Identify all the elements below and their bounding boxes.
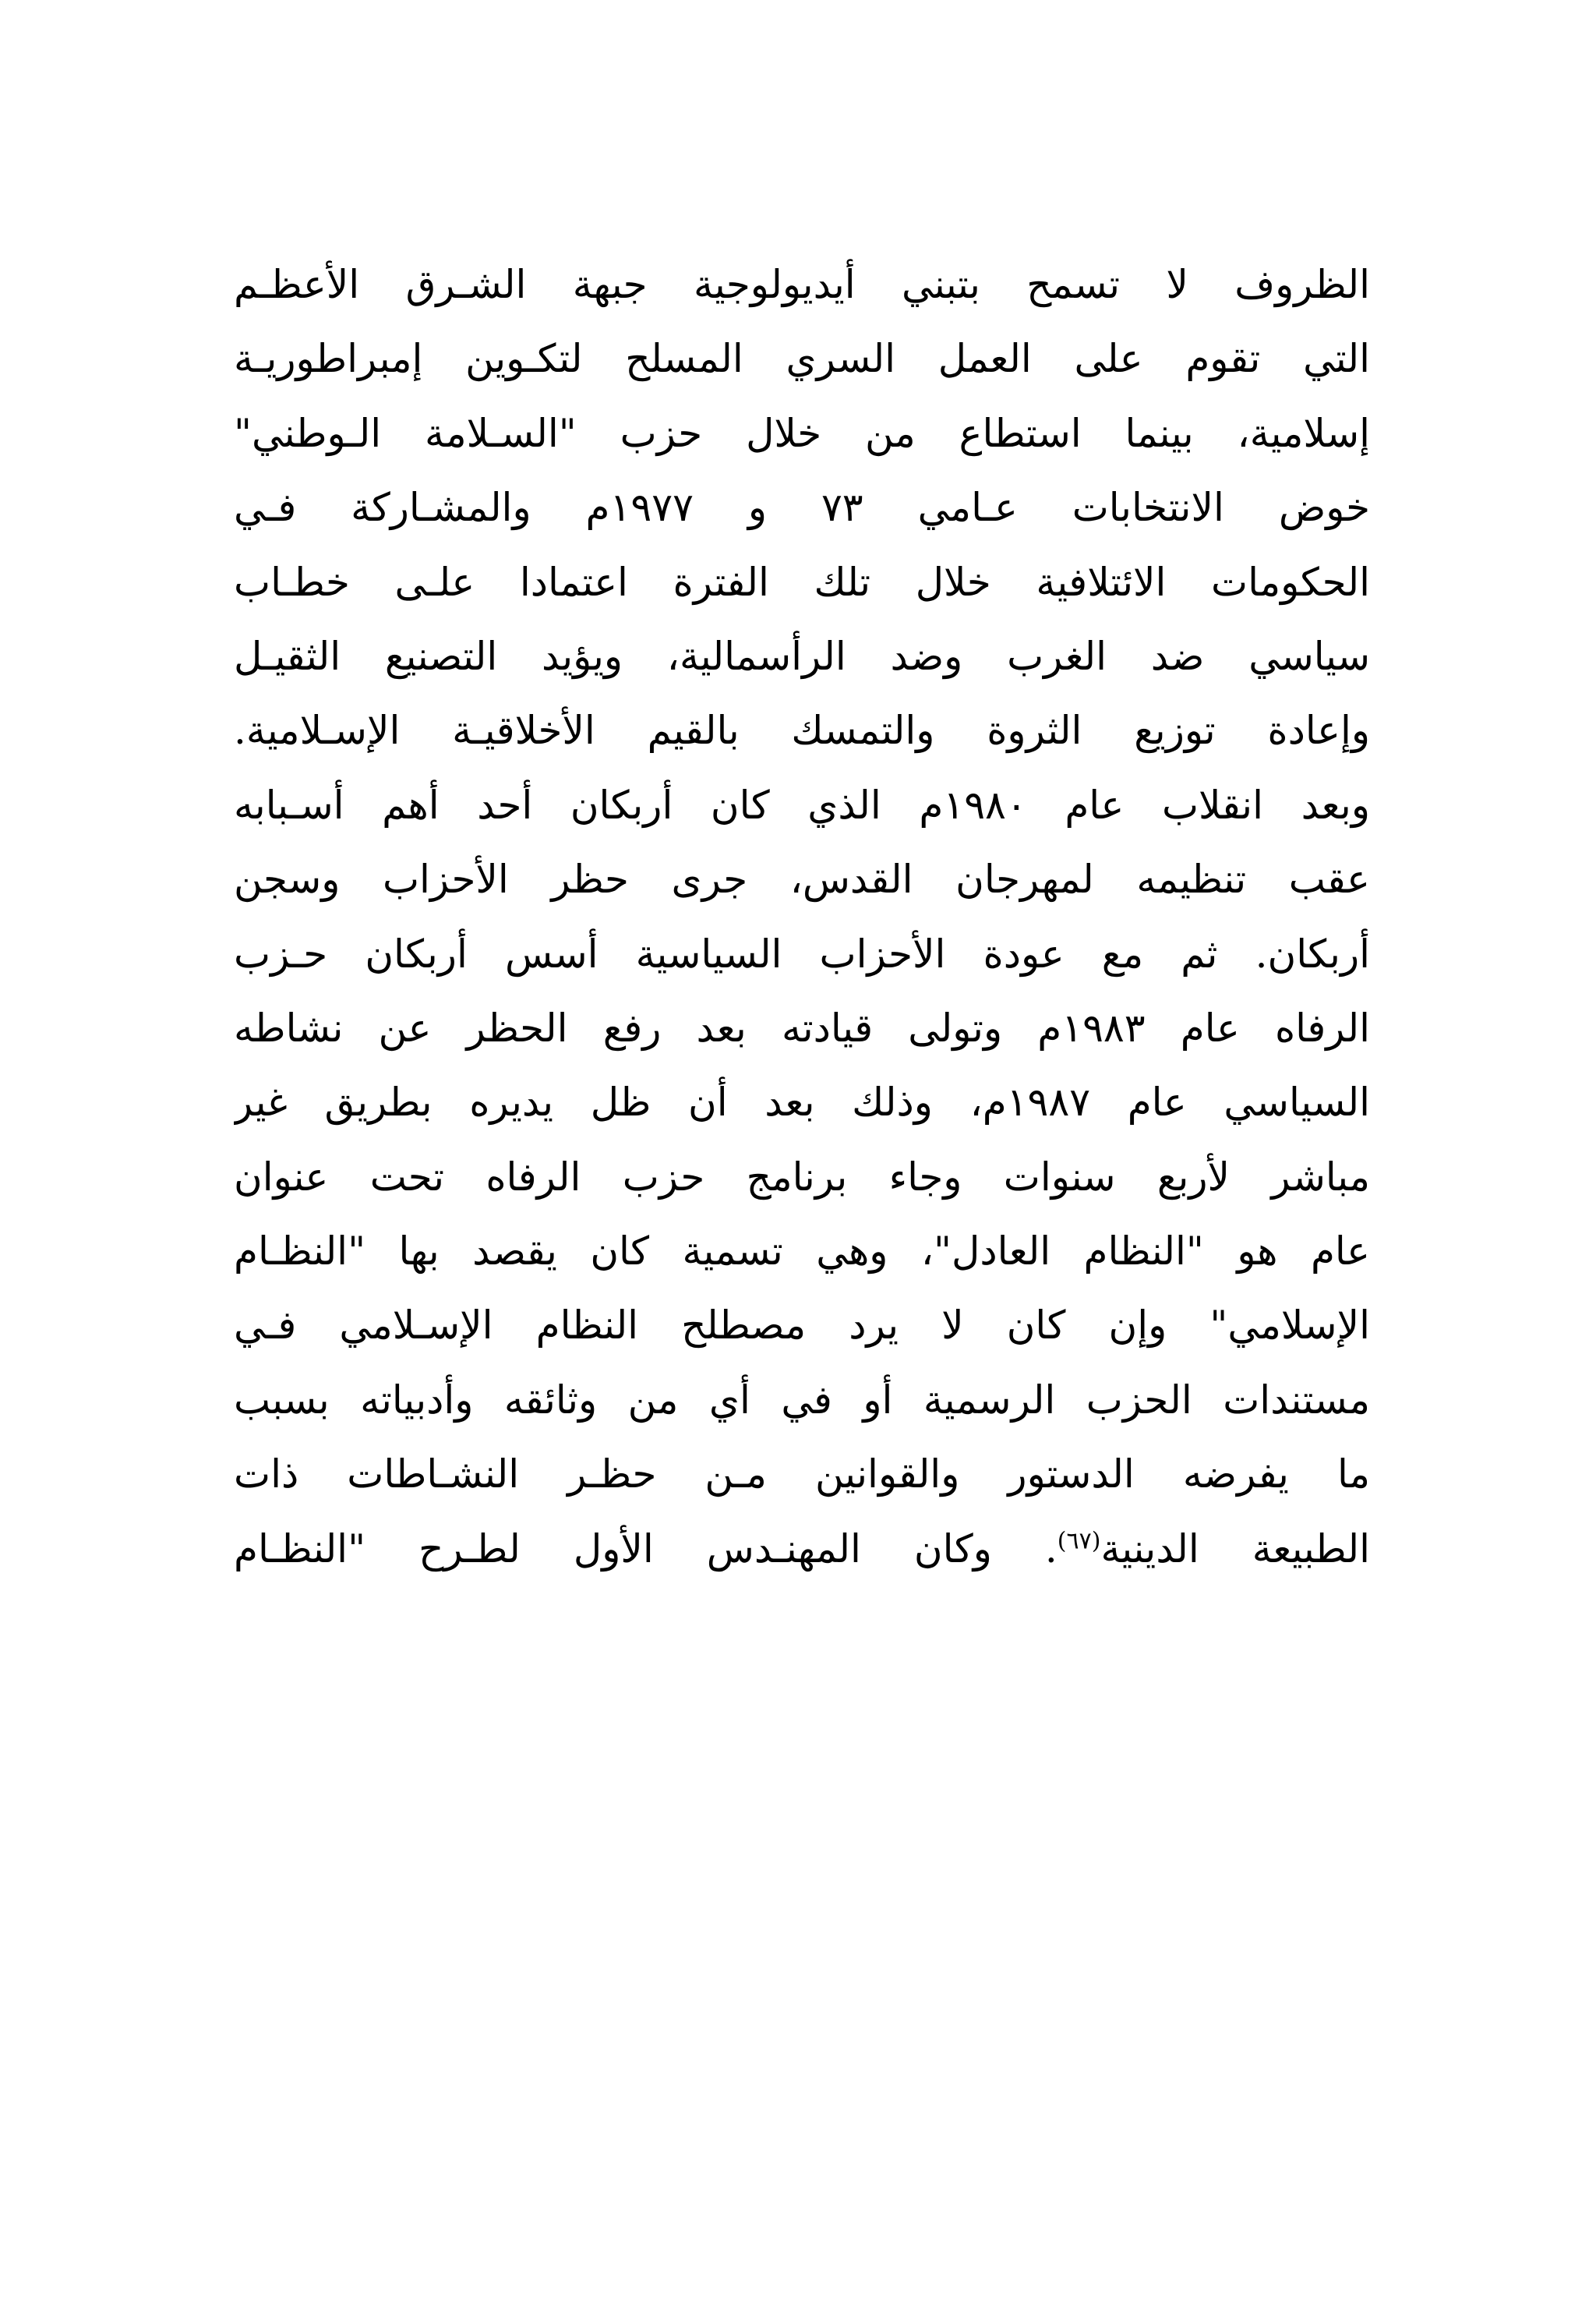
body-text (234, 248, 1370, 1586)
text-line: الرفاه عام ١٩٨٣م وتولى قيادته بعد رفع الحظر عن نشاطه (234, 1005, 1370, 1051)
text-line: ما يفرضه الدستور والقوانين مـن حظـر النشـاطات ذات (234, 1451, 1370, 1497)
text-line: عام هو "النظام العادل"، وهي تسمية كان يقصد بها "النظـام (234, 1229, 1370, 1274)
text-line: عقب تنظيمه لمهرجان القدس، جرى حظر الأحزاب وسجن (234, 857, 1370, 903)
text-line: مباشر لأربع سنوات وجاء برنامج حزب الرفاه تحت عنوان (234, 1154, 1370, 1200)
text-line: سياسي ضد الغرب وضد الرأسمالية، ويؤيد التصنيع الثقيـل (234, 633, 1370, 679)
text-line: خوض الانتخابات عـامي ٧٣ و ١٩٧٧م والمشـاركة فـي (234, 485, 1370, 531)
text-line: الحكومات الائتلافية خلال تلك الفترة اعتمادا علـى خطـاب (234, 559, 1370, 605)
text-line: الظروف لا تسمح بتبني أيديولوجية جبهة الشـرق الأعظـم (234, 262, 1370, 307)
text-line: السياسي عام ١٩٨٧م، وذلك بعد أن ظل يديره بطريق غير (234, 1080, 1370, 1126)
footnote-reference[interactable]: (٦٧) (1057, 1526, 1101, 1554)
text-line: مستندات الحزب الرسمية أو في أي من وثائقه وأدبياته بسبب (234, 1377, 1370, 1423)
text-line: وبعد انقلاب عام ١٩٨٠م الذي كان أربكان أحد أهم أسـبابه (234, 782, 1370, 828)
text-line: أربكان. ثم مع عودة الأحزاب السياسية أسس أربكان حـزب (234, 931, 1370, 977)
text-line: وإعادة توزيع الثروة والتمسك بالقيم الأخلاقيـة الإسـلامية. (234, 708, 1370, 754)
last-line-start: الطبيعة الدينية (1100, 1525, 1370, 1571)
text-line: التي تقوم على العمل السري المسلح لتكـوين إمبراطوريـة (234, 336, 1370, 382)
text-line: إسلامية، بينما استطاع من خلال حزب "السـلامة الـوطني" (234, 410, 1370, 456)
last-line-end: . وكان المهنـدس الأول لطـرح "النظـام (234, 1525, 1058, 1571)
text-line-last (234, 1512, 1370, 1586)
text-line: الإسلامي" وإن كان لا يرد مصطلح النظام الإسـلامي فـي (234, 1303, 1370, 1349)
